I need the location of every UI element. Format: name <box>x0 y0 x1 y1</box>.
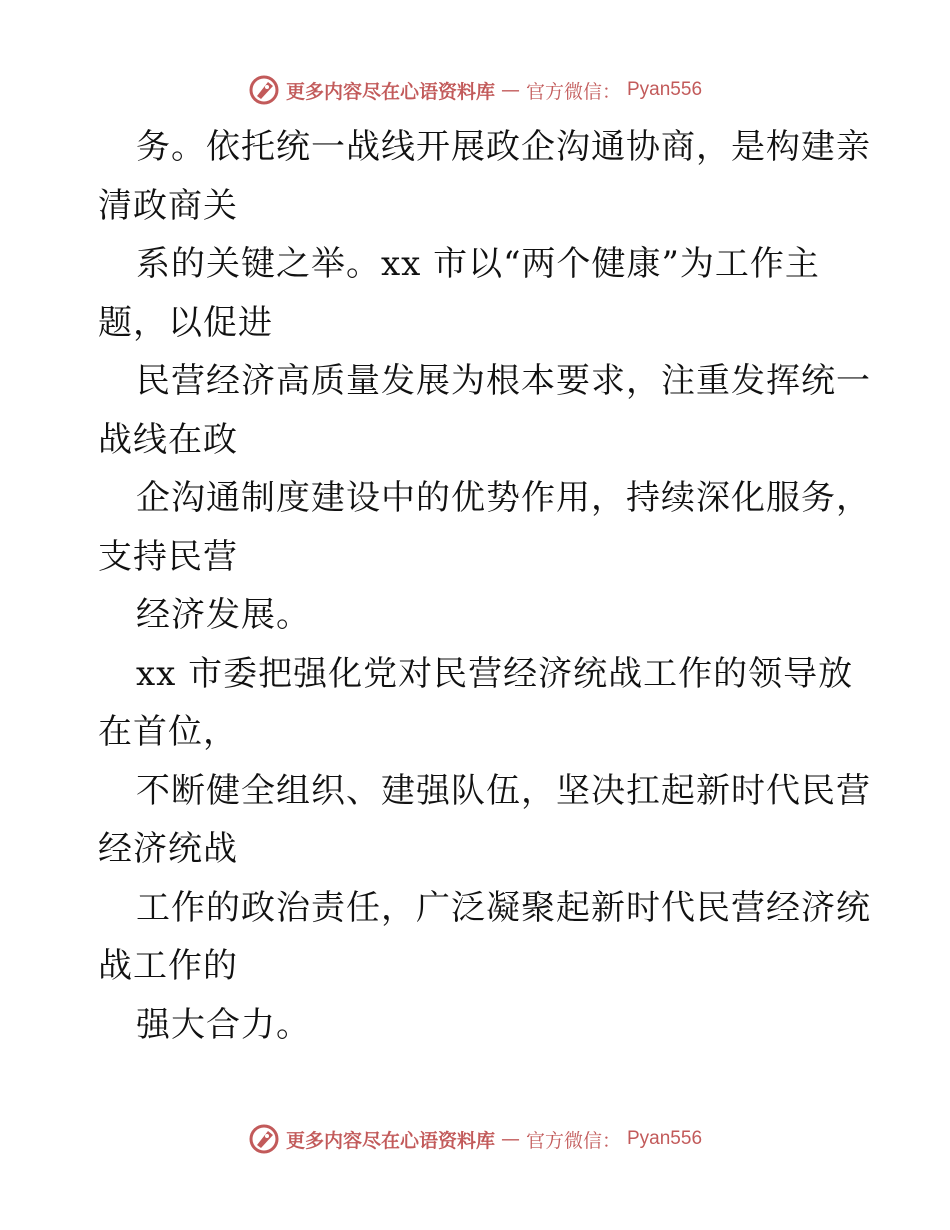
banner-wechat-label: 官方微信： <box>525 1129 621 1152</box>
text-line: 题，以促进 <box>98 302 273 343</box>
banner-separator: — <box>500 79 520 101</box>
banner-separator: — <box>500 1128 520 1150</box>
text-line: 强大合力。 <box>136 1004 311 1045</box>
text-line: xx 市委把强化党对民营经济统战工作的领导放 <box>136 653 854 694</box>
banner-wechat-label: 官方微信： <box>525 80 621 103</box>
text-line: 工作的政治责任，广泛凝聚起新时代民营经济统 <box>136 887 871 928</box>
text-line: 系的关键之举。xx 市以“两个健康”为工作主 <box>136 244 820 284</box>
banner-main-text: 更多内容尽在心语资料库 <box>285 80 495 103</box>
banner-wechat-handle: Pyan556 <box>627 79 703 100</box>
text-line: 务。依托统一战线开展政企沟通协商，是构建亲 <box>136 127 871 167</box>
footer-banner <box>0 1119 950 1159</box>
text-line: 经济发展。 <box>136 595 311 635</box>
text-line: 清政商关 <box>98 185 238 226</box>
text-line: 战线在政 <box>98 419 238 460</box>
text-line: 在首位， <box>98 712 238 752</box>
banner-main-text: 更多内容尽在心语资料库 <box>285 1129 495 1152</box>
text-line: 战工作的 <box>98 946 238 986</box>
text-line: 企沟通制度建设中的优势作用，持续深化服务， <box>136 478 871 518</box>
document-body <box>98 118 871 1054</box>
pen-nib-logo-icon <box>248 1123 280 1155</box>
banner-wechat-handle: Pyan556 <box>627 1128 703 1149</box>
text-line: 经济统战 <box>98 829 238 869</box>
text-line: 支持民营 <box>98 536 238 577</box>
text-line: 民营经济高质量发展为根本要求，注重发挥统一 <box>136 361 871 401</box>
pen-nib-logo-icon <box>248 74 280 106</box>
header-banner <box>0 70 950 110</box>
text-line: 不断健全组织、建强队伍，坚决扛起新时代民营 <box>136 770 871 811</box>
